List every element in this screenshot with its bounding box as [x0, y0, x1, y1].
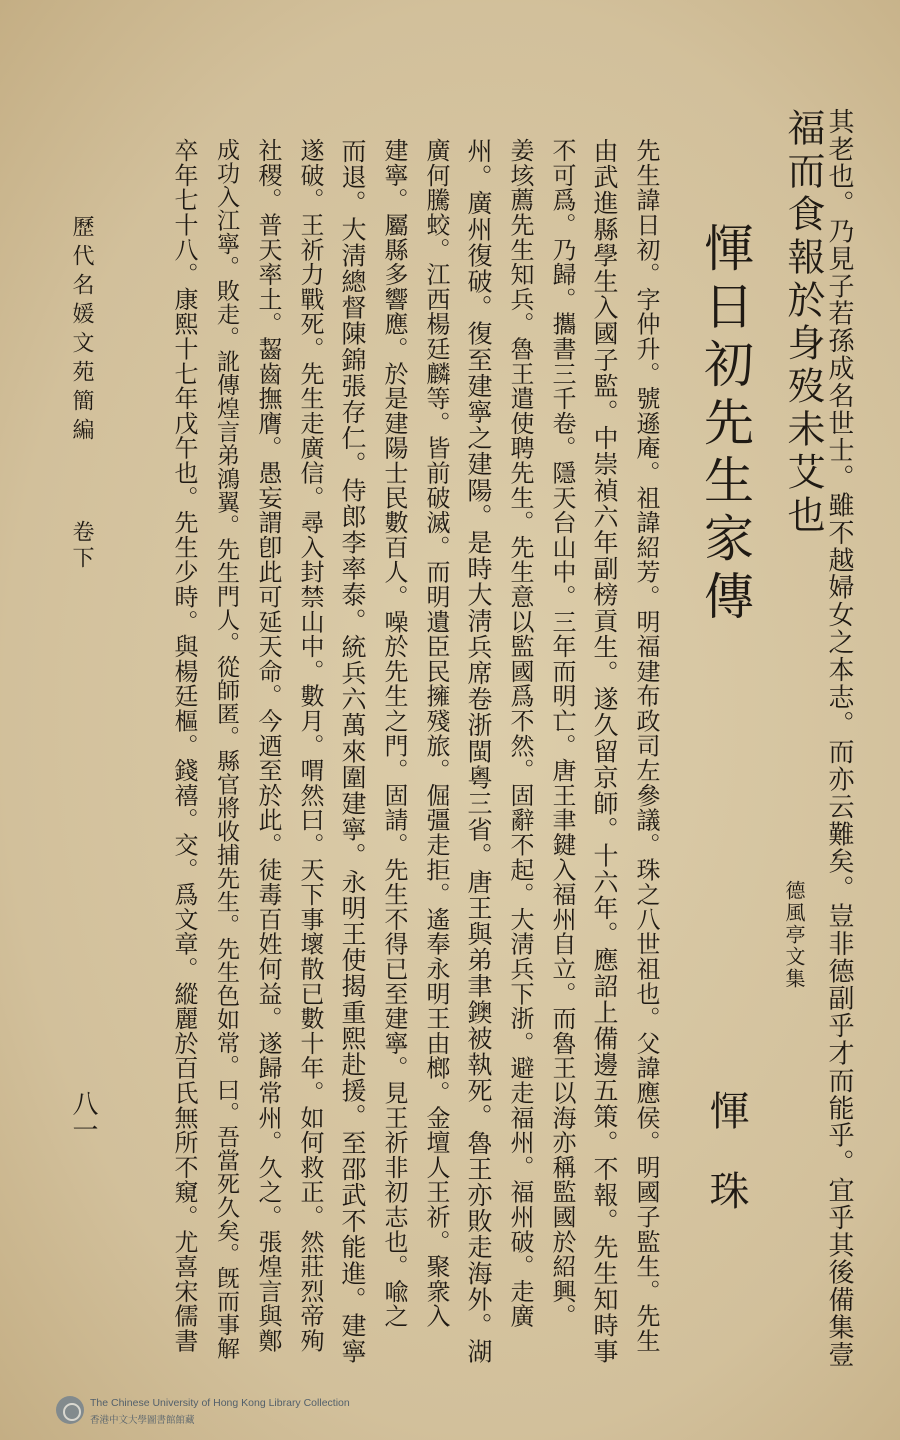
body-column-6: 廣何騰蛟。江西楊廷麟等。皆前破滅。而明遺臣民擁殘旅。倔彊走拒。遙奉永明王由榔。金壇人王祈。聚衆入	[422, 138, 450, 1329]
body-column-8: 而退。大淸總督陳錦張存仁。侍郎李率泰。統兵六萬來圍建寧。永明王使揭重熙赴援。至邵武不能進。建寧	[338, 138, 367, 1365]
body-column-3: 不可爲。乃歸。攜書三千卷。隱天台山中。三年而明亡。唐王聿鍵入福州自立。而魯王以海亦稱監國於紹興。	[548, 138, 576, 1329]
body-column-9: 遂破。王祈力戰死。先生走廣信。尋入封禁山中。數月。喟然曰。天下事壞散已數十年。如何救正。然莊烈帝殉	[296, 138, 324, 1354]
continuation-column-2: 福而食報於身歿未艾也	[781, 108, 825, 538]
source-note: 德風亭文集	[782, 880, 806, 990]
book-title-footer: 歷代名媛文苑簡編	[69, 215, 94, 447]
body-column-2: 由武進縣學生入國子監。中崇禎六年副榜貢生。遂久留京師。十六年。應詔上備邊五策。不報。先生知時事	[590, 138, 619, 1365]
body-column-10: 社稷。普天率土。齧齒撫膺。愚妄謂卽此可延天命。今迺至於此。徒毒百姓何益。遂歸常州。久之。張煌言與鄭	[254, 138, 282, 1354]
body-column-5: 州。廣州復破。復至建寧之建陽。是時大淸兵席卷浙閩粵三省。唐王與弟聿鐭被執死。魯王亦敗走海外。湖	[464, 138, 493, 1365]
essay-title: 惲日初先生家傳	[696, 222, 754, 628]
library-watermark	[56, 1396, 386, 1428]
essay-author: 惲珠	[703, 1090, 749, 1250]
body-column-4: 姜垓薦先生知兵。魯王遣使聘先生。先生意以監國爲不然。固辭不起。大淸兵下浙。避走福州。福州破。走廣	[506, 138, 534, 1329]
body-column-7: 建寧。屬縣多響應。於是建陽士民數百人。噪於先生之門。固請。先生不得已至建寧。見王祈非初志也。喩之	[380, 138, 408, 1329]
body-column-1: 先生諱日初。字仲升。號遜庵。祖諱紹芳。明福建布政司左參議。珠之八世祖也。父諱應侯。明國子監生。先生	[632, 138, 660, 1354]
continuation-column-1: 其老也。乃見子若孫成名世士。雖不越婦女之本志。而亦云難矣。豈非德副乎才而能乎。宜乎其後備集壹	[824, 108, 854, 1369]
body-column-12: 卒年七十八。康熙十七年戊午也。先生少時。與楊廷樞。錢禧。交。爲文章。縱麗於百氏無所不窺。尤喜宋儒書	[170, 138, 198, 1354]
library-logo-icon	[56, 1396, 84, 1424]
page-number: 八一	[68, 1090, 98, 1142]
body-column-11: 成功入江寧。敗走。訛傳煌言弟鴻翼。先生門人。從師匿。縣官將收捕先生。先生色如常。曰。吾當死久矣。旣而事解	[213, 138, 239, 1360]
volume-footer: 卷下	[69, 520, 94, 572]
watermark-english: The Chinese University of Hong Kong Library Collection	[90, 1397, 350, 1409]
watermark-chinese: 香港中文大學圖書館館藏	[90, 1415, 195, 1426]
